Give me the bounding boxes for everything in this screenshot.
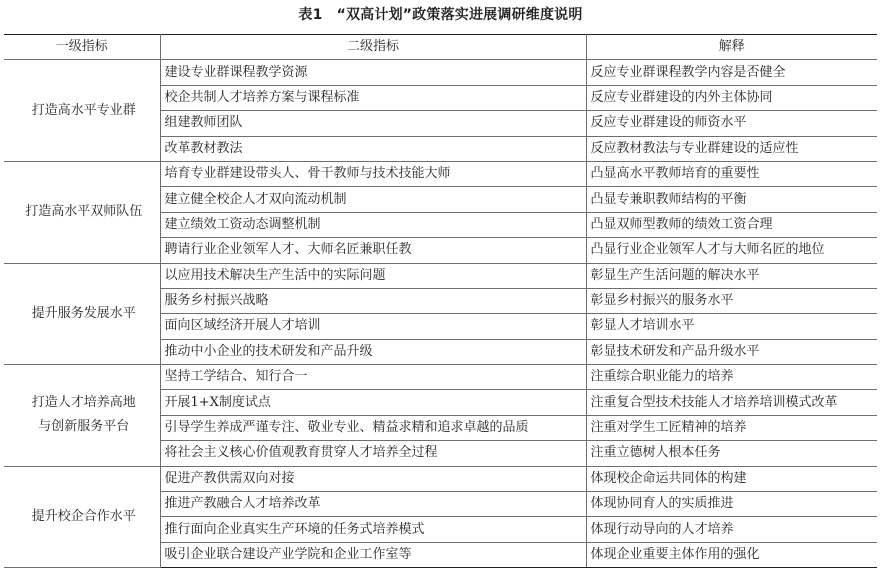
- secondary-indicator-cell: 校企共制人才培养方案与课程标准: [160, 85, 586, 110]
- explanation-cell: 体现行动导向的人才培养: [586, 517, 877, 542]
- header-cell: 二级指标: [160, 35, 586, 60]
- secondary-indicator-cell: 组建教师团队: [160, 111, 586, 136]
- primary-indicator-label: 提升服务发展水平: [31, 305, 136, 321]
- secondary-indicator-cell: 面向区域经济开展人才培训: [160, 314, 586, 339]
- indicator-table: [4, 34, 877, 568]
- explanation-cell: 体现企业重要主体作用的强化: [586, 542, 877, 567]
- table-caption: [0, 4, 881, 26]
- table-title: “双高计划”政策落实进展调研维度说明: [336, 7, 583, 23]
- primary-indicator-label: 打造高水平专业群: [31, 102, 136, 118]
- explanation-cell: 注重立德树人根本任务: [586, 441, 877, 466]
- table-row: [4, 60, 877, 85]
- primary-indicator-label: 打造人才培养高地: [31, 395, 136, 411]
- secondary-indicator-cell: 聘请行业企业领军人才、大师名匠兼职任教: [160, 238, 586, 263]
- explanation-cell: 彰显乡村振兴的服务水平: [586, 288, 877, 313]
- table-row: [4, 365, 877, 390]
- explanation-cell: 凸显专兼职教师结构的平衡: [586, 187, 877, 212]
- primary-indicator-cell: [4, 60, 160, 162]
- explanation-cell: 反应专业群课程教学内容是否健全: [586, 60, 877, 85]
- primary-indicator-cell: [4, 466, 160, 568]
- explanation-cell: 凸显双师型教师的绩效工资合理: [586, 212, 877, 237]
- table-number: 表1: [298, 7, 323, 23]
- table-row: [4, 466, 877, 491]
- secondary-indicator-cell: 将社会主义核心价值观教育贯穿人才培养全过程: [160, 441, 586, 466]
- secondary-indicator-cell: 培育专业群建设带头人、骨干教师与技术技能大师: [160, 161, 586, 186]
- primary-indicator-cell: [4, 263, 160, 365]
- explanation-cell: 注重综合职业能力的培养: [586, 365, 877, 390]
- secondary-indicator-cell: 推进产教融合人才培养改革: [160, 492, 586, 517]
- primary-indicator-label: 打造高水平双师队伍: [25, 204, 143, 220]
- secondary-indicator-cell: 以应用技术解决生产生活中的实际问题: [160, 263, 586, 288]
- header-cell: 解释: [586, 35, 877, 60]
- table-body: [4, 60, 877, 568]
- secondary-indicator-cell: 服务乡村振兴战略: [160, 288, 586, 313]
- explanation-cell: 注重对学生工匠精神的培养: [586, 415, 877, 440]
- secondary-indicator-cell: 开展1+X制度试点: [160, 390, 586, 415]
- primary-indicator-label: 提升校企合作水平: [31, 508, 136, 524]
- header-cell: 一级指标: [4, 35, 160, 60]
- explanation-cell: 反应专业群建设的师资水平: [586, 111, 877, 136]
- table-row: [4, 161, 877, 186]
- secondary-indicator-cell: 引导学生养成严谨专注、敬业专业、精益求精和追求卓越的品质: [160, 415, 586, 440]
- primary-indicator-label: 与创新服务平台: [38, 419, 130, 435]
- secondary-indicator-cell: 吸引企业联合建设产业学院和企业工作室等: [160, 542, 586, 567]
- secondary-indicator-cell: 建设专业群课程教学资源: [160, 60, 586, 85]
- explanation-cell: 注重复合型技术技能人才培养培训模式改革: [586, 390, 877, 415]
- secondary-indicator-cell: 建立绩效工资动态调整机制: [160, 212, 586, 237]
- explanation-cell: 凸显行业企业领军人才与大师名匠的地位: [586, 238, 877, 263]
- secondary-indicator-cell: 促进产教供需双向对接: [160, 466, 586, 491]
- explanation-cell: 体现协同育人的实质推进: [586, 492, 877, 517]
- explanation-cell: 彰显技术研发和产品升级水平: [586, 339, 877, 364]
- primary-indicator-cell: [4, 161, 160, 263]
- secondary-indicator-cell: 建立健全校企人才双向流动机制: [160, 187, 586, 212]
- table-row: [4, 263, 877, 288]
- primary-indicator-cell: [4, 365, 160, 467]
- explanation-cell: 凸显高水平教师培育的重要性: [586, 161, 877, 186]
- secondary-indicator-cell: 推动中小企业的技术研发和产品升级: [160, 339, 586, 364]
- explanation-cell: 反应教材教法与专业群建设的适应性: [586, 136, 877, 161]
- explanation-cell: 体现校企命运共同体的构建: [586, 466, 877, 491]
- secondary-indicator-cell: 坚持工学结合、知行合一: [160, 365, 586, 390]
- secondary-indicator-cell: 推行面向企业真实生产环境的任务式培养模式: [160, 517, 586, 542]
- explanation-cell: 反应专业群建设的内外主体协同: [586, 85, 877, 110]
- secondary-indicator-cell: 改革教材教法: [160, 136, 586, 161]
- header-row: [4, 35, 877, 60]
- explanation-cell: 彰显生产生活问题的解决水平: [586, 263, 877, 288]
- explanation-cell: 彰显人才培训水平: [586, 314, 877, 339]
